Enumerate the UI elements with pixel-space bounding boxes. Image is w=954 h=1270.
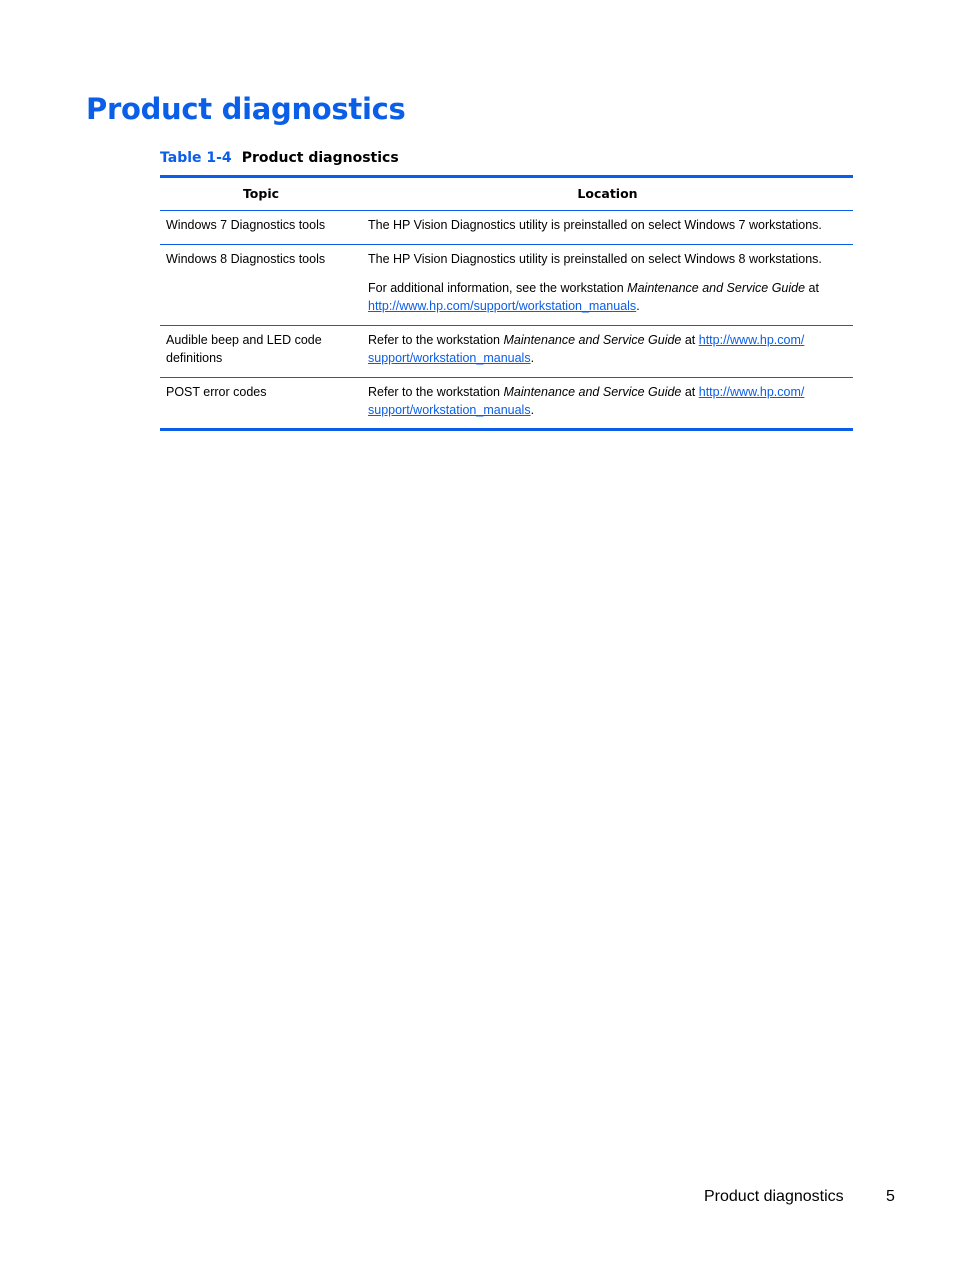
manuals-link-part2[interactable]: support/workstation_manuals xyxy=(368,403,531,417)
topic-cell: Audible beep and LED code definitions xyxy=(160,326,362,378)
table-header-row xyxy=(160,177,853,211)
location-prefix: Refer to the workstation xyxy=(368,385,504,399)
manuals-link-part1[interactable]: http://www.hp.com/ xyxy=(698,333,805,347)
manuals-link[interactable]: http://www.hp.com/support/workstation_manuals xyxy=(368,299,637,313)
location-extra xyxy=(368,279,847,315)
table-row xyxy=(160,378,853,430)
guide-title: Maintenance and Service Guide xyxy=(627,281,806,295)
location-cell xyxy=(362,211,853,245)
topic-cell: Windows 8 Diagnostics tools xyxy=(160,245,362,326)
guide-title: Maintenance and Service Guide xyxy=(503,333,682,347)
location-cell xyxy=(362,245,853,326)
table-caption xyxy=(160,150,399,166)
table-row xyxy=(160,326,853,378)
table-caption-number: Table 1-4 xyxy=(160,150,232,166)
location-extra-prefix: For additional information, see the workstation xyxy=(368,281,628,295)
location-cell xyxy=(362,326,853,378)
location-cell xyxy=(362,378,853,430)
guide-title: Maintenance and Service Guide xyxy=(503,385,682,399)
manuals-link-part1[interactable]: http://www.hp.com/ xyxy=(698,385,805,399)
topic-cell: POST error codes xyxy=(166,385,267,399)
footer-page-number: 5 xyxy=(886,1188,895,1205)
location-text: The HP Vision Diagnostics utility is preinstalled on select Windows 7 workstations. xyxy=(368,218,822,232)
header-topic: Topic xyxy=(160,177,362,211)
location-mid: at xyxy=(681,385,699,399)
product-diagnostics-table xyxy=(160,175,853,431)
location-mid: at xyxy=(681,333,699,347)
page-title: Product diagnostics xyxy=(86,92,406,126)
location-extra-suffix: . xyxy=(636,299,640,313)
location-suffix: . xyxy=(530,351,535,365)
location-text xyxy=(368,331,847,367)
header-location: Location xyxy=(362,177,853,211)
footer-section-title: Product diagnostics xyxy=(704,1188,844,1205)
location-prefix: Refer to the workstation xyxy=(368,333,504,347)
manuals-link-part2[interactable]: support/workstation_manuals xyxy=(368,351,531,365)
location-text: The HP Vision Diagnostics utility is preinstalled on select Windows 8 workstations. xyxy=(368,252,822,266)
location-suffix: . xyxy=(530,403,535,417)
table-caption-title: Product diagnostics xyxy=(241,150,399,166)
location-text xyxy=(368,383,847,419)
table-row xyxy=(160,211,853,245)
location-extra-mid: at xyxy=(805,281,819,295)
topic-cell: Windows 7 Diagnostics tools xyxy=(160,211,362,245)
table-row xyxy=(160,245,853,326)
